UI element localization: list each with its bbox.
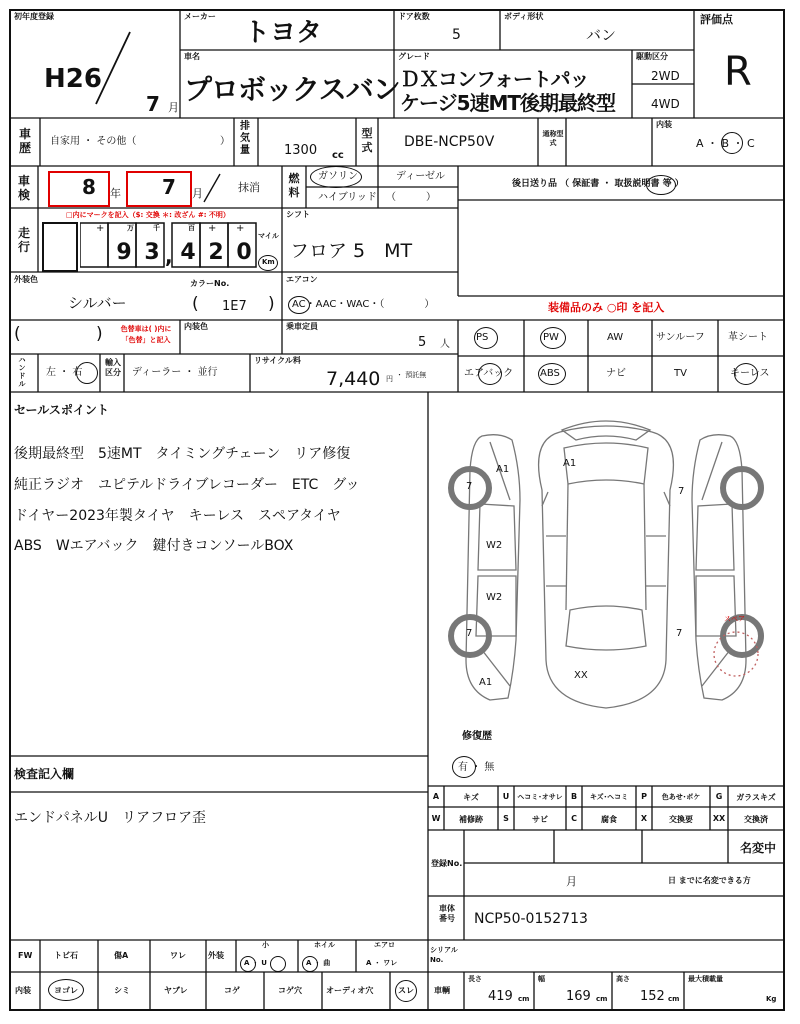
equip-sunroof: サンルーフ [656, 332, 705, 343]
length-label: 長さ [468, 975, 482, 983]
inspection-month-box [126, 171, 192, 207]
recycle-label: リサイクル料 [254, 356, 301, 365]
doors-label: ドア枚数 [398, 12, 430, 21]
sales-point-line: ABS Wエアバック 鍵付きコンソールBOX [14, 538, 294, 554]
capacity-value: 5 [418, 335, 427, 350]
wheel-circle [302, 956, 318, 972]
width-value: 169 [566, 989, 591, 1004]
tire-depth: 7 [678, 486, 685, 497]
aero-options: A ・ ワレ [366, 959, 398, 967]
repair-history-options: 有 ・ 無 [458, 762, 495, 773]
small-circle-a [240, 956, 256, 972]
height-unit: cm [668, 995, 680, 1003]
legend-code: G [715, 792, 723, 801]
fw-label: FW [18, 951, 33, 960]
color-no-value: 1E7 [222, 299, 247, 314]
int-item: コゲ [224, 986, 240, 995]
equip-abs-circle [538, 363, 566, 385]
aero-label: エアロ [374, 941, 395, 949]
equip-navi: ナビ [606, 368, 626, 379]
car-diagram [430, 410, 782, 720]
inspection-year-box [48, 171, 110, 207]
height-label: 高さ [616, 975, 630, 983]
legend-desc: 交換済 [744, 815, 768, 824]
history-label: 車歴 [18, 127, 31, 155]
width-label: 幅 [538, 975, 545, 983]
equip-pw: PW [543, 332, 559, 343]
displacement-value: 1300 [284, 143, 318, 158]
ac-circle [288, 296, 310, 314]
inspection-year: 8 [82, 175, 96, 199]
interior-grade-label: 内装 [656, 120, 672, 129]
exterior-color-label: 外装色 [14, 275, 38, 284]
tire-depth: 7 [676, 628, 683, 639]
mileage-mark-box [42, 222, 78, 272]
maker-label: メーカー [184, 12, 216, 21]
inspection-year-unit: 年 [110, 187, 121, 200]
legend-code: XX [712, 814, 726, 823]
fw-item: トビ石 [54, 951, 78, 960]
reg-year: H26 [44, 64, 102, 94]
int-item: ヨゴレ [54, 986, 78, 995]
handle-label: ハンドル [18, 356, 26, 388]
length-value: 419 [488, 989, 513, 1004]
sales-point-line: ドイヤー2023年製タイヤ キーレス スペアタイヤ [14, 508, 341, 524]
ac-label: エアコン [286, 275, 318, 284]
grade-line1: ＤＸコンフォートパッ [400, 67, 589, 91]
grade-line2: ケージ5速MT後期最終型 [400, 91, 616, 115]
fw-item: 傷A [114, 951, 129, 960]
sales-point-line: 純正ラジオ ユピテルドライブレコーダー ETC グッ [14, 477, 360, 493]
damage-mark: A1 [496, 464, 510, 475]
import-label: 輸入区分 [105, 358, 121, 377]
mileage-label: 走行 [17, 226, 30, 254]
legend-desc: キズ [463, 793, 479, 802]
body-label: ボディ形状 [504, 12, 544, 21]
legend-desc: 色あせ･ボケ [661, 793, 701, 801]
car-name-value: プロボックスバン [184, 73, 400, 106]
inspection-label: 車検 [17, 174, 30, 202]
docs-circle [646, 175, 676, 195]
exterior-color-value: シルバー [68, 294, 127, 312]
ext-label: 外装 [208, 951, 224, 960]
mileage-digit-1: 9 [116, 240, 132, 265]
inspection-erased: 抹消 [238, 181, 260, 194]
mileage-digit-3: 4 [180, 240, 196, 265]
tire-depth: 7 [466, 481, 473, 492]
km-label: Km [262, 258, 275, 266]
equip-ps: PS [476, 332, 489, 343]
docs-label: 後日送り品 （ 保証書 ・ 取扱説明書 等 ） [512, 179, 684, 189]
inspector-text: エンドパネルU リアフロア歪 [14, 810, 206, 826]
int-item: ヤブレ [164, 986, 188, 995]
legend-desc: 補修跡 [459, 815, 483, 824]
equip-airbag-circle [478, 363, 502, 385]
int-item-circle [395, 980, 417, 1002]
spare-label: スペア [724, 615, 745, 623]
int-label: 内装 [15, 986, 31, 995]
recycle-deposit: ・ 預託無 [396, 371, 427, 379]
mileage-unit-hyaku: 百 [188, 224, 195, 232]
legend-code: C [571, 814, 577, 823]
legend-code: B [570, 792, 578, 801]
chassis-label: 車体番号 [439, 904, 455, 923]
drive-label: 駆動区分 [636, 52, 668, 61]
equip-airbag: エアバック [464, 368, 514, 379]
damage-mark: A1 [479, 677, 493, 688]
legend-code: X [640, 814, 648, 823]
doors-value: 5 [452, 27, 461, 43]
maker-value: トヨタ [244, 18, 323, 48]
mileage-unit-man: 万 [127, 224, 134, 232]
legend-desc: サビ [532, 815, 548, 824]
int-item: オーディオ穴 [326, 986, 374, 995]
wheel-label: ホイル [314, 941, 335, 949]
capacity-label: 乗車定員 [286, 322, 318, 331]
int-item: シミ [114, 986, 130, 995]
rating-value: R [724, 49, 752, 95]
color-change-note: 色替車は( )内に「色替」と記入 [120, 325, 172, 344]
size-label: 車輌 [434, 986, 450, 995]
equip-keyless: キーレス [730, 368, 770, 379]
registration-day-text: 日 までに名変できる方 [668, 876, 751, 885]
interior-grade-options: A ・ B ・ C [696, 137, 755, 150]
legend-desc: ヘコミ･オサレ [517, 793, 563, 801]
width-unit: cm [596, 995, 608, 1003]
inspection-slash [200, 172, 224, 204]
damage-mark: W2 [486, 592, 503, 603]
inspector-title: 検査記入欄 [14, 767, 75, 781]
legend-code: S [503, 814, 509, 823]
first-reg-label: 初年度登録 [14, 12, 54, 21]
small-label: 小 [262, 941, 269, 949]
displacement-unit: cc [332, 150, 344, 161]
inspection-month: 7 [162, 175, 176, 199]
rating-label: 評価点 [700, 13, 733, 26]
repair-history-label: 修復歴 [462, 731, 492, 742]
load-unit: Kg [766, 995, 777, 1003]
ac-options: AC・AAC・WAC・（ ） [292, 299, 435, 310]
reg-month-unit: 月 [168, 101, 179, 114]
fuel-gasoline-circle [310, 166, 362, 188]
legend-desc: キズ･ヘコミ [589, 793, 629, 801]
km-circle [258, 255, 278, 271]
name-change-label: 名変中 [740, 841, 777, 855]
fuel-gasoline: ガソリン [318, 171, 358, 182]
equip-pw-circle [540, 327, 566, 349]
mileage-digit-4: 2 [208, 240, 224, 265]
mile-label: マイル [258, 232, 279, 240]
mileage-digit-2: 3 [144, 240, 160, 265]
fw-item: ワレ [170, 951, 186, 960]
capacity-unit: 人 [440, 339, 450, 350]
sales-point-line: 後期最終型 5速MT タイミングチェーン リア修復 [14, 446, 351, 462]
handle-value: 左 ・ 右 [46, 367, 83, 378]
mileage-note: □内にマークを記入（$: 交換 ＊: 改ざん #: 不明） [66, 211, 230, 219]
serial-label: シリアルNo. [430, 946, 458, 964]
auction-sheet: 初年度登録 H26 7 月 メーカー トヨタ ドア枚数 5 ボディ形状 バン 評価点 R 車名 プロボックスバン グレード ＤＸコンフォートパッ ケージ5速MT後期最終型 駆動区分 2WD 4WD 車歴 自家用 ・ その他（ ） 排気量 1300 cc 型式 DBE-NCP50V 通称型式 内装 A ・ B ・ C 車検 8 年 7 月 抹消 燃料 ガソリン ディーゼル ハイブリッド （ ） 後日送り品 （ 保証書 ・ 取扱説明書 等 ） 走行 □内にマークを記入（$: 交換 ＊: 改ざん #: 不明） + 万 千 百 + + 9 3 , 4 2 0 マイル Km シフト フロア 5 MT 外装色 シルバー カラーNo. ( 1E7 ) エアコン AC・AAC・WAC・（ ） 装備品のみ ○印 を記入 ( ) 色替車は( )内に「色替」と記入 内装色 乗車定員 5 人 PS PW AW サンルーフ 革シート エアバック ABS ナビ TV キーレス ハンドル 左 ・ 右 輸入区分 ディーラー ・ 並行 リサイクル料 7,440 円 ・ 預託無 セールスポイント 後期最終型 5速MT タイミングチェーン リア修復 純正ラジオ ユピテルドライブレコーダー ETC グッ ドイヤー2023年製タイヤ キーレス スペアタイヤ ABS Wエアバック 鍵付きコンソールBOX 検査記入欄 エンドパネルU リアフロア歪 A1 A1 W2 W2 A1 XX 7 7 7 7 スペア 修復歴 有 ・ 無 A キズ U ヘコミ･オサレ B キズ･ヘコミ P 色あせ･ボケ G ガラスキズ W 補修跡 S サビ C 腐食 X 交換要 XX 交換済 登録No. 名変中 月 日 までに名変できる方 車体番号 NCP50-0152713 FW トビ石 傷A ワレ 外装 小 A ・ U ホイル A ・ 曲 エアロ A ・ ワレ シリアルNo. 内装 ヨゴレ シミ ヤブレ コゲ コゲ穴 オーディオ穴 スレ 車輌 長さ 419 cm 幅 169 cm 高さ 152 cm 最大積載量 Kg [0, 0, 800, 1024]
fuel-paren: （ ） [386, 192, 436, 203]
car-name-label: 車名 [184, 52, 200, 61]
int-item-circle [48, 979, 84, 1001]
registration-month-unit: 月 [566, 875, 577, 888]
damage-mark: XX [574, 670, 588, 681]
shift-label: シフト [286, 210, 310, 219]
length-unit: cm [518, 995, 530, 1003]
legend-code: P [641, 792, 647, 801]
equip-tv: TV [674, 368, 687, 379]
drive-2wd: 2WD [651, 69, 680, 83]
model-value: DBE-NCP50V [404, 134, 495, 150]
legend-code: U [502, 792, 510, 801]
int-item: コゲ穴 [278, 986, 302, 995]
common-model-label: 通称型式 [542, 130, 564, 147]
interior-grade-circle [721, 132, 743, 154]
fuel-label: 燃料 [288, 172, 300, 199]
history-text: 自家用 ・ その他（ [50, 136, 137, 147]
recycle-value: 7,440 [326, 368, 381, 390]
handle-circle [76, 362, 98, 384]
equip-keyless-circle [734, 363, 758, 385]
registration-label: 登録No. [431, 859, 463, 868]
small-circle-u [270, 956, 286, 972]
mileage-unit-sen: 千 [153, 224, 160, 232]
legend-code: A [432, 792, 440, 801]
fuel-diesel: ディーゼル [396, 171, 445, 182]
fuel-hybrid: ハイブリッド [318, 192, 377, 203]
tire-depth: 7 [466, 628, 473, 639]
int-item: スレ [398, 986, 414, 995]
load-label: 最大積載量 [688, 975, 723, 983]
equip-leather: 革シート [728, 332, 768, 343]
inspection-month-unit: 月 [192, 187, 203, 200]
equip-aw: AW [607, 332, 624, 343]
height-value: 152 [640, 989, 665, 1004]
interior-color-label: 内装色 [184, 322, 208, 331]
small-options: A ・ U [244, 959, 267, 967]
recycle-unit: 円 [386, 375, 393, 383]
history-paren: ） [220, 136, 230, 147]
displacement-label: 排気量 [240, 121, 250, 156]
shift-value: フロア 5 MT [290, 240, 413, 262]
model-label: 型式 [361, 127, 373, 154]
equip-abs: ABS [540, 368, 560, 379]
legend-code: W [431, 814, 441, 823]
wheel-options: A ・ 曲 [306, 959, 331, 967]
equip-ps-circle [474, 327, 498, 349]
reg-month: 7 [146, 92, 160, 116]
legend-desc: 腐食 [601, 815, 617, 824]
legend-desc: 交換要 [669, 815, 693, 824]
damage-mark: W2 [486, 540, 503, 551]
legend-desc: ガラスキズ [736, 793, 776, 802]
drive-4wd: 4WD [651, 97, 680, 111]
import-value: ディーラー ・ 並行 [132, 367, 218, 378]
body-value: バン [586, 26, 617, 44]
sales-points-title: セールスポイント [14, 403, 109, 417]
chassis-value: NCP50-0152713 [474, 911, 588, 927]
grade-label: グレード [398, 52, 430, 61]
color-no-label: カラーNo. [190, 279, 230, 288]
mileage-digit-5: 0 [236, 240, 252, 265]
equipment-header: 装備品のみ ○印 を記入 [548, 301, 665, 314]
damage-mark: A1 [563, 458, 577, 469]
repair-history-circle [452, 756, 476, 778]
